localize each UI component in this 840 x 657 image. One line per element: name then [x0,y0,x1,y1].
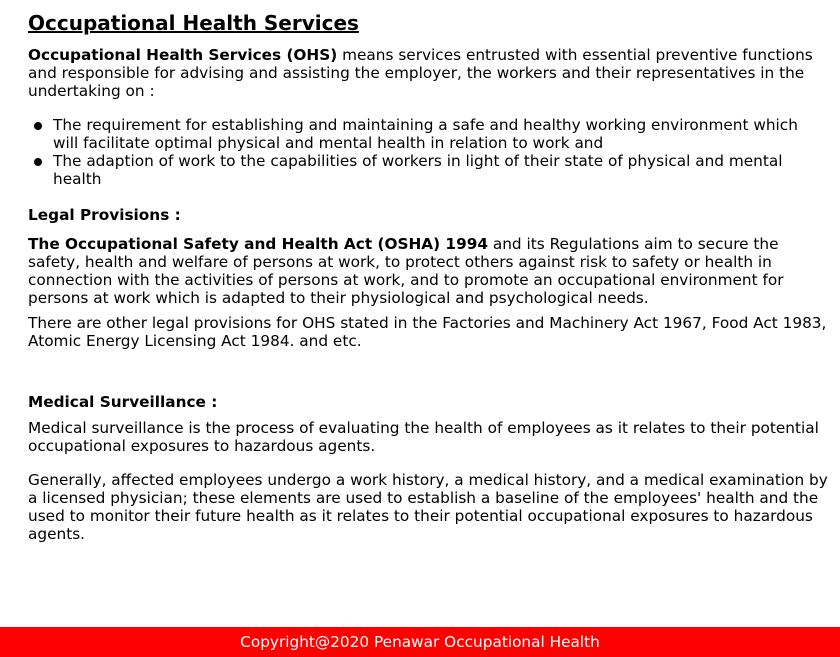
intro-bold-term: Occupational Health Services (OHS) [28,46,338,64]
legal-provisions-heading: Legal Provisions : [28,206,181,224]
copyright-footer [0,627,840,657]
other-provisions-paragraph: There are other legal provisions for OHS stated in the Factories and Machinery Act 1967, Food Act 1983, Atomic Energy Licensing Act 1984. and etc. [28,314,827,350]
main-content [28,10,828,543]
intro-paragraph [28,46,828,100]
requirements-list [28,116,828,188]
medical-surveillance-paragraph-1: Medical surveillance is the process of evaluating the health of employees as it relates to their potential occupational exposures to hazardous agents. [28,419,819,455]
medical-surveillance-heading: Medical Surveillance : [28,393,218,411]
intro-text: means services entrusted with essential preventive functions and responsible for advising and assisting the employer, the workers and their representatives in the undertaking on : [28,46,813,100]
list-item: The adaption of work to the capabilities of workers in light of their state of physical and mental health [28,152,828,188]
osha-paragraph [28,235,828,307]
list-item: The requirement for establishing and maintaining a safe and healthy working environment which will facilitate optimal physical and mental health in relation to work and [28,116,828,152]
osha-text: and its Regulations aim to secure the safety, health and welfare of persons at work, to protect others against risk to safety or health in connection with the activities of persons at work, and to promote an occupational environment for persons at work which is adapted to their physiological and psychological needs. [28,235,784,307]
page-title: Occupational Health Services [28,11,359,35]
copyright-text: Copyright@2020 Penawar Occupational Health [240,633,600,651]
osha-act-title: The Occupational Safety and Health Act (OSHA) 1994 [28,235,488,253]
medical-surveillance-paragraph-2: Generally, affected employees undergo a work history, a medical history, and a medical examination by a licensed physician; these elements are used to establish a baseline of the employees' health and the used to monitor their future health as it relates to their potential occupational exposures to hazardous agents. [28,471,828,543]
